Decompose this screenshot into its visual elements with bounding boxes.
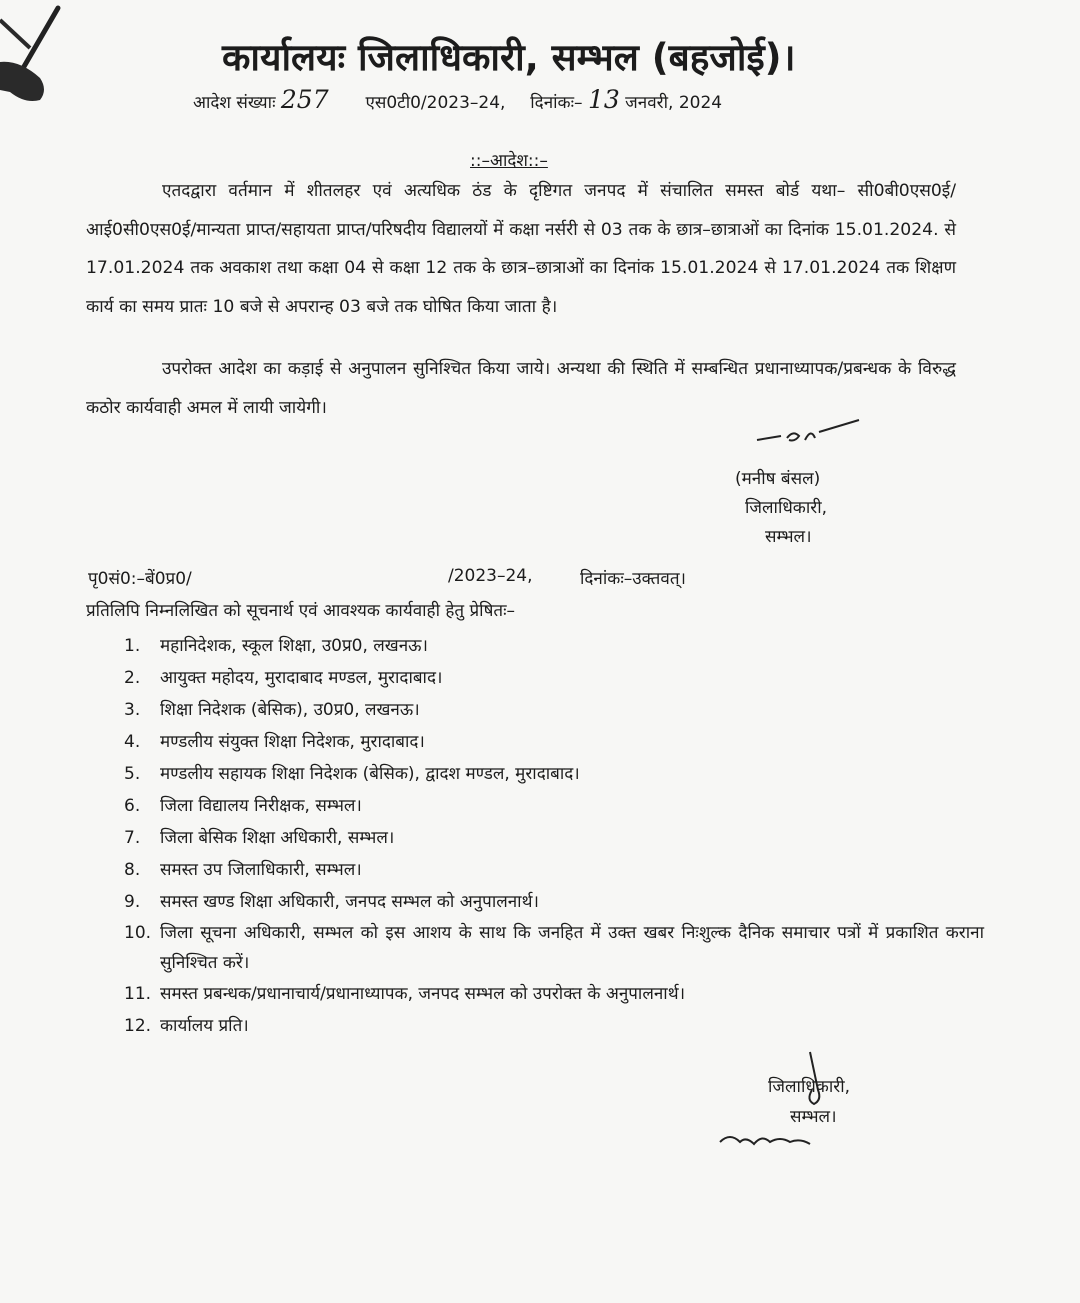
- corner-ink-mark: [0, 0, 70, 120]
- office-title: कार्यालयः जिलाधिकारी, सम्भल (बहजोई)।: [222, 36, 796, 79]
- date-month-year: जनवरी, 2024: [625, 93, 723, 113]
- order-paragraph-2: उपरोक्त आदेश का कड़ाई से अनुपालन सुनिश्चित किया जाये। अन्यथा की स्थिति में सम्बन्धित प्रधानाध्यापक/प्रबन्धक के विरुद्ध कठोर कार्यवाही अमल में लायी जायेगी।: [86, 359, 956, 418]
- list-item: 4. मण्डलीय संयुक्त शिक्षा निदेशक, मुरादाबाद।: [124, 732, 425, 752]
- date-day: 13: [587, 85, 620, 114]
- place-2: सम्भल।: [790, 1107, 837, 1127]
- list-item: 5. मण्डलीय सहायक शिक्षा निदेशक (बेसिक), द्वादश मण्डल, मुरादाबाद।: [124, 764, 580, 784]
- order-heading: ::–आदेश::–: [470, 151, 548, 171]
- list-item: 12. कार्यालय प्रति।: [124, 1016, 249, 1036]
- date-label: दिनांकः–: [530, 93, 583, 113]
- reference-date: दिनांकः–उक्तवत्।: [580, 569, 686, 589]
- order-reference: एस0टी0/2023–24,: [365, 93, 506, 113]
- order-line: [193, 85, 722, 114]
- order-number-label: आदेश संख्याः: [193, 93, 276, 113]
- list-item: 10. जिला सूचना अधिकारी, सम्भल को इस आशय के साथ कि जनहित में उक्त खबर निःशुल्क दैनिक समाचार पत्रों में प्रकाशित कराना सुनिश्चित करें।: [124, 923, 984, 973]
- signature-scrawl: [755, 410, 865, 450]
- signature-block: [735, 465, 827, 552]
- order-paragraph-1: एतदद्वारा वर्तमान में शीतलहर एवं अत्यधिक ठंड के दृष्टिगत जनपद में संचालित समस्त बोर्ड यथा– सी0बी0एस0ई/आई0सी0एस0ई/मान्यता प्राप्त/सहायता प्राप्त/परिषदीय विद्यालयों में कक्षा नर्सरी से 03 तक के छात्र–छात्राओं का दिनांक 15.01.2024. से 17.01.2024 तक अवकाश तथा कक्षा 04 से कक्षा 12 तक के छात्र–छात्राओं का दिनांक 15.01.2024 से 17.01.2024 तक शिक्षण कार्य का समय प्रातः 10 बजे से अपरान्ह 03 बजे तक घोषित किया जाता है।: [86, 181, 956, 317]
- signatory-name: (मनीष बंसल): [735, 469, 821, 489]
- signature-block-2: [768, 1072, 850, 1132]
- list-item: 2. आयुक्त महोदय, मुरादाबाद मण्डल, मुरादाबाद।: [124, 668, 443, 688]
- list-item: 6. जिला विद्यालय निरीक्षक, सम्भल।: [124, 796, 362, 816]
- order-number: 257: [280, 85, 329, 114]
- list-item: 11. समस्त प्रबन्धक/प्रधानाचार्य/प्रधानाध्यापक, जनपद सम्भल को उपरोक्त के अनुपालनार्थ।: [124, 984, 686, 1004]
- signatory-place: सम्भल।: [765, 527, 812, 547]
- designation-2: जिलाधिकारी,: [768, 1077, 851, 1097]
- list-item: 1. महानिदेशक, स्कूल शिक्षा, उ0प्र0, लखनऊ।: [124, 636, 428, 656]
- reference-year: /2023–24,: [448, 566, 533, 586]
- reference-prefix: पृ0सं0:–बें0प्र0/: [88, 569, 192, 589]
- list-item: 9. समस्त खण्ड शिक्षा अधिकारी, जनपद सम्भल को अनुपालनार्थ।: [124, 892, 539, 912]
- signatory-designation: जिलाधिकारी,: [745, 498, 828, 518]
- copy-list: [124, 630, 984, 1042]
- copy-intro: प्रतिलिपि निम्नलिखित को सूचनार्थ एवं आवश्यक कार्यवाही हेतु प्रेषितः–: [86, 601, 516, 621]
- list-item: 3. शिक्षा निदेशक (बेसिक), उ0प्र0, लखनऊ।: [124, 700, 420, 720]
- list-item: 7. जिला बेसिक शिक्षा अधिकारी, सम्भल।: [124, 828, 395, 848]
- list-item: 8. समस्त उप जिलाधिकारी, सम्भल।: [124, 860, 362, 880]
